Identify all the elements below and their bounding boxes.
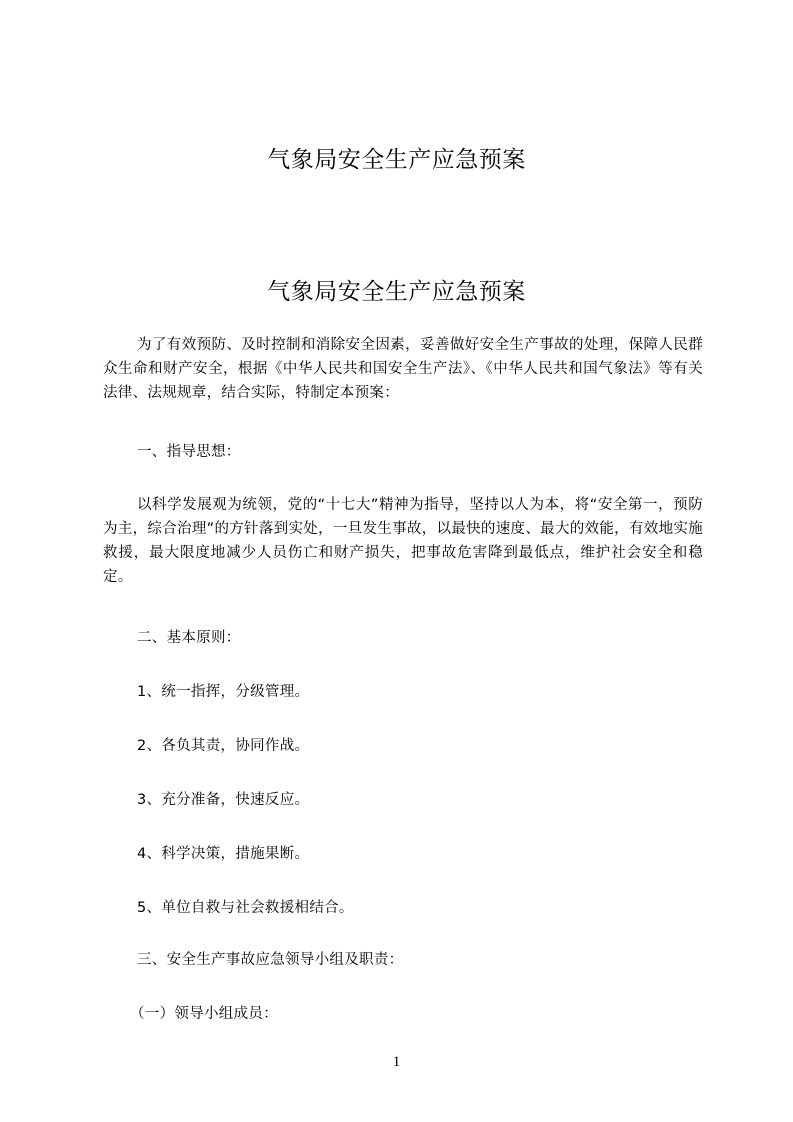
section-heading-guiding-ideology: 一、指导思想：	[137, 444, 241, 460]
principle-item: 5、单位自救与社会救援相结合。	[137, 900, 354, 916]
principle-item: 2、各负其责，协同作战。	[137, 738, 310, 754]
page-title: 气象局安全生产应急预案	[267, 279, 526, 305]
section-heading-basic-principles: 二、基本原则：	[137, 630, 241, 646]
intro-paragraph: 为了有效预防、及时控制和消除安全因素，妥善做好安全生产事故的处理，保障人民群众生命和财产安全，根据《中华人民共和国安全生产法》、《中华人民共和国气象法》等有关法律、法规规章，结合实际，特制定本预案：	[103, 337, 703, 401]
subsection-heading-group-members: （一）领导小组成员：	[130, 1006, 278, 1022]
section-heading-leadership-group: 三、安全生产事故应急领导小组及职责：	[137, 952, 404, 968]
principle-item: 1、统一指挥，分级管理。	[137, 684, 310, 700]
cover-title: 气象局安全生产应急预案	[267, 147, 526, 173]
principle-item: 3、充分准备，快速反应。	[137, 792, 310, 808]
guiding-ideology-paragraph: 以科学发展观为统领，党的“十七大”精神为指导，坚持以人为本，将“安全第一，预防为主，综合治理”的方针落到实处，一旦发生事故，以最快的速度、最大的效能，有效地实施救援，最大限度地减少人员伤亡和财产损失，把事故危害降到最低点，维护社会安全和稳定。	[103, 497, 703, 585]
page-number: 1	[392, 1054, 401, 1070]
principle-item: 4、科学决策，措施果断。	[137, 846, 310, 862]
